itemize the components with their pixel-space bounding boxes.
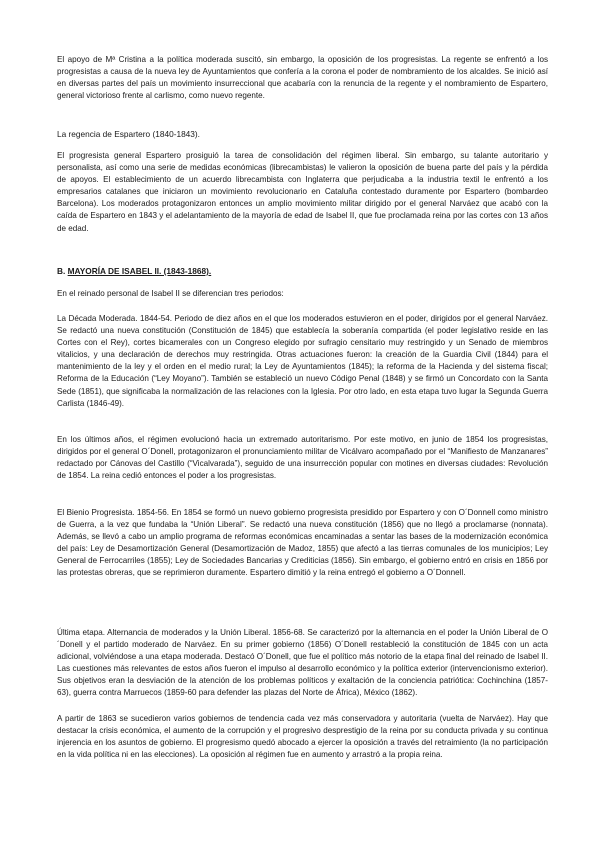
section-title: MAYORÍA DE ISABEL II. (1843-1868). [67,266,212,276]
heading-regencia-espartero: La regencia de Espartero (1840-1843). [57,129,200,139]
paragraph-decada-moderada: La Década Moderada. 1844-54. Periodo de diez años en el que los moderados estuvieron en el poder, dirigidos por el general Narváez. Se redactó una nueva constitución (Constitución de 1845) que establecía la soberanía compartida (el poder legislativo reside en las Cortes con el Rey), cortes bicamerales con un Congreso elegido por sufragio censitario muy restringido y un Senado de miembros vitalicios, y una declaración de derechos muy restringida. Otras actuaciones fueron: la creación de la Guardia Civil (1844) para el mantenimiento de la ley y el orden en el medio rural; la Ley de Ayuntamientos (1845); la reforma de la Hacienda y del sistema fiscal; Reforma de la Educación (“Ley Moyano”). También se estableció un nuevo Código Penal (1848) y se firmó un Concordato con la Santa Sede (1851), que significaba la normalización de las relaciones con la Iglesia. Por otro lado, en esta etapa tuvo lugar la Segunda Guerra Carlista (1846-49). [57,314,548,408]
paragraph-revolucion-1854: En los últimos años, el régimen evolucionó hacia un extremado autoritarismo. Por este motivo, en junio de 1854 los progresistas, dirigidos por el general O´Donell, protagonizaron el pronunciamiento militar de Vicálvaro acompañado por el “Manifiesto de Manzanares” redactado por Cánovas del Castillo (“Vicalvarada”), seguido de una insurrección popular con motines en diversas ciudades: Revolución de 1854. La reina cedió entonces el poder a los progresistas. [57,435,548,481]
paragraph-tres-periodos: En el reinado personal de Isabel II se diferencian tres periodos: [57,289,284,298]
section-heading-mayoria [57,265,211,277]
paragraph-ultima-etapa: Última etapa. Alternancia de moderados y la Unión Liberal. 1856-68. Se caracterizó por la alternancia en el poder la Unión Liberal de O´Donell y el partido moderado de Narváez. En su primer gobierno (1856) O´Donell restableció la constitución de 1845 con un acta adicional, volviéndose a una etapa moderada. Destacó O´Donell, que fue el político más notorio de la etapa final del reinado de Isabel II. Las cuestiones más relevantes de estos años fueron el impulso al desarrollo económico y la política exterior (intervencionismo exterior). Sus objetivos eran la desviación de la atención de los problemas políticos y exaltación de la conciencia patriótica: Cochinchina (1857-63), guerra contra Marruecos (1859-60 para defender las plazas del Norte de África), México (1862). [57,628,548,698]
paragraph-regency-opposition: El apoyo de Mª Cristina a la política moderada suscitó, sin embargo, la oposición de los progresistas. La regente se enfrentó a los progresistas a causa de la nueva ley de Ayuntamientos que confería a la corona el poder de nombramiento de los alcaldes. Se inició así en diversas partes del país un movimiento insurreccional que acabaría con la renuncia de la regente y el nombramiento de Espartero, general victorioso frente al carlismo, como nuevo regente. [57,55,548,101]
paragraph-crisis-final: A partir de 1863 se sucedieron varios gobiernos de tendencia cada vez más conservadora y autoritaria (vuelta de Narváez). Hay que destacar la crisis económica, el aumento de la corrupción y el progresivo desprestigio de la reina por su conducta privada y su continua injerencia en los asuntos de gobierno. El progresismo quedó abocado a ejercer la oposición a través del retraimiento (la no participación en la vida política ni en las elecciones). La oposición al régimen fue en aumento y arrastró a la propia reina. [57,714,548,760]
paragraph-bienio-progresista: El Bienio Progresista. 1854-56. En 1854 se formó un nuevo gobierno progresista presidido por Espartero y con O´Donnell como ministro de Guerra, a la vez que fundaba la “Unión Liberal”. Se redactó una nueva constitución (1856) que no llegó a proclamarse (nonnata). Además, se llevó a cabo un amplio programa de reformas económicas encaminadas a sentar las bases de la modernización económica del país: Ley de Desamortización General (Desamortización de Madoz, 1855) que afectó a las tierras comunales de los municipios; Ley General de Ferrocarriles (1855); Ley de Sociedades Bancarias y Crediticias (1856). Sin embargo, el gobierno entró en crisis en 1856 por las protestas obreras, que se reprimieron duramente. Espartero dimitió y la reina entregó el gobierno a O´Donnell. [57,508,548,578]
section-number: B. [57,266,66,276]
paragraph-espartero: El progresista general Espartero prosiguió la tarea de consolidación del régimen liberal. Sin embargo, su talante autoritario y personalista, así como una serie de medidas económicas (librecambistas) le valieron la oposición de buena parte del país y la pérdida de apoyos. El establecimiento de un acuerdo librecambista con Inglaterra que perjudicaba a la industria textil le enfrentó a los empresarios catalanes que iniciaron un movimiento revolucionario en Cataluña contestado duramente por Espartero (bombardeo Barcelona). Los moderados protagonizaron entonces un amplio movimiento militar dirigido por el general Narváez que acabó con la caída de Espartero en 1843 y el adelantamiento de la mayoría de edad de Isabel II, que fue proclamada reina por las cortes con 13 años de edad. [57,151,548,233]
